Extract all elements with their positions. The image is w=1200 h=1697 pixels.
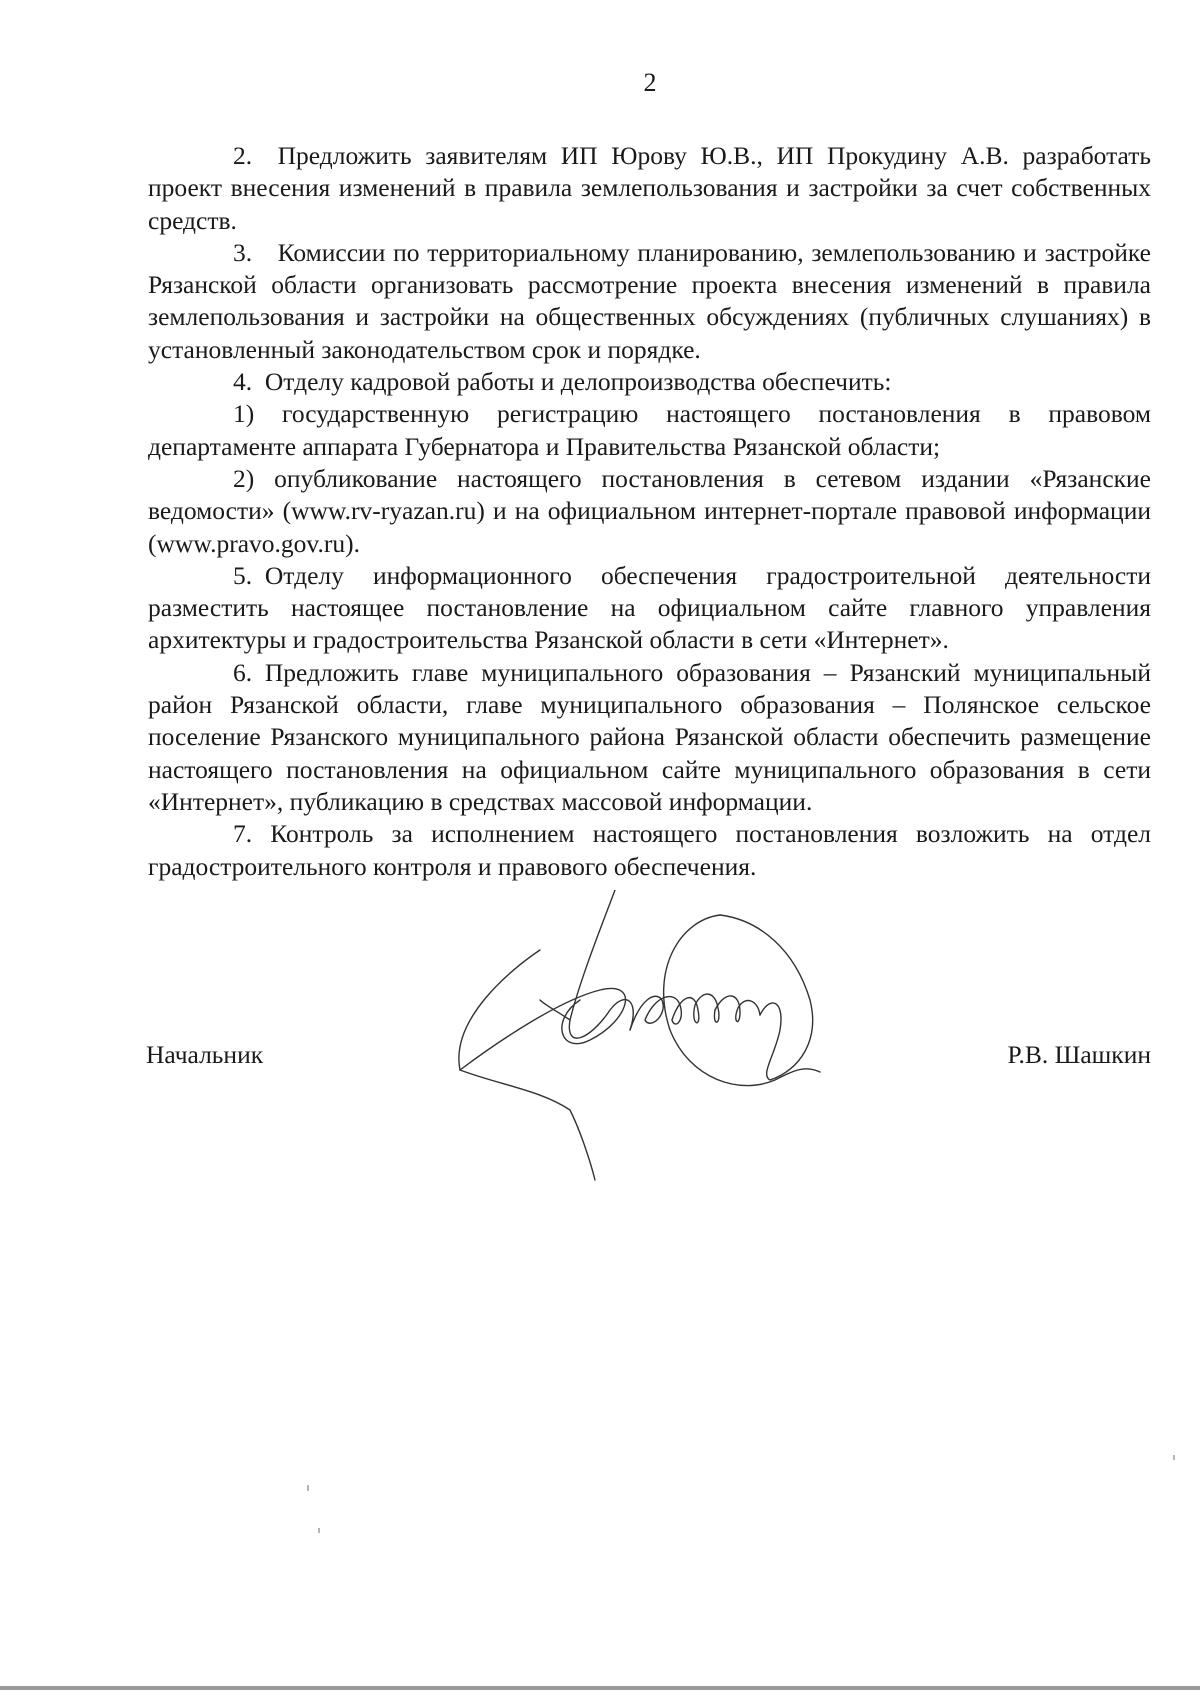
scan-edge-line [0,1686,1200,1690]
scan-speck [307,1485,309,1491]
paragraph-4-2: 2) опубликование настоящего постановления в сетевом издании «Рязанские ведомости» (www.rv-ryazan.ru) и на официальном интернет-портале правовой информации (www.pravo.gov.ru). [148,463,1151,558]
paragraph-3: 3. Комиссии по территориальному планированию, землепользованию и застройке Рязанской области организовать рассмотрение проекта внесения изменений в правила землепользования и застройки на общественных обсуждениях (публичных слушаниях) в установленный законодательством срок и порядке. [148,237,1151,364]
signature-block [146,1040,1151,1080]
scan-speck [318,1528,320,1533]
paragraph-4-1: 1) государственную регистрацию настоящего постановления в правовом департаменте аппарата Губернатора и Правительства Рязанской области; [148,399,1151,461]
page-number: 2 [643,68,657,97]
signatory-position: Начальник [146,1040,264,1069]
paragraph-5: 5. Отделу информационного обеспечения градостроительной деятельности разместить настоящее постановление на официальном сайте главного управления архитектуры и градостроительства Рязанской области в сети «Интернет». [148,560,1151,655]
scan-speck [1173,1455,1175,1460]
paragraph-7: 7. Контроль за исполнением настоящего постановления возложить на отдел градостроительного контроля и правового обеспечения. [148,819,1151,881]
paragraph-6: 6. Предложить главе муниципального образования – Рязанский муниципальный район Рязанской области, главе муниципального образования – Полянское сельское поселение Рязанского муниципального района Рязанской области обеспечить размещение настоящего постановления на официальном сайте муниципального образования в сети «Интернет», публикацию в средствах массовой информации. [148,657,1151,816]
paragraph-4: 4. Отделу кадровой работы и делопроизводства обеспечить: [233,367,892,397]
document-body [148,140,1151,883]
signatory-name: Р.В. Шашкин [1007,1040,1151,1069]
paragraph-2: 2. Предложить заявителям ИП Юрову Ю.В., ИП Прокудину А.В. разработать проект внесения изменений в правила землепользования и застройки за счет собственных средств. [148,141,1151,235]
